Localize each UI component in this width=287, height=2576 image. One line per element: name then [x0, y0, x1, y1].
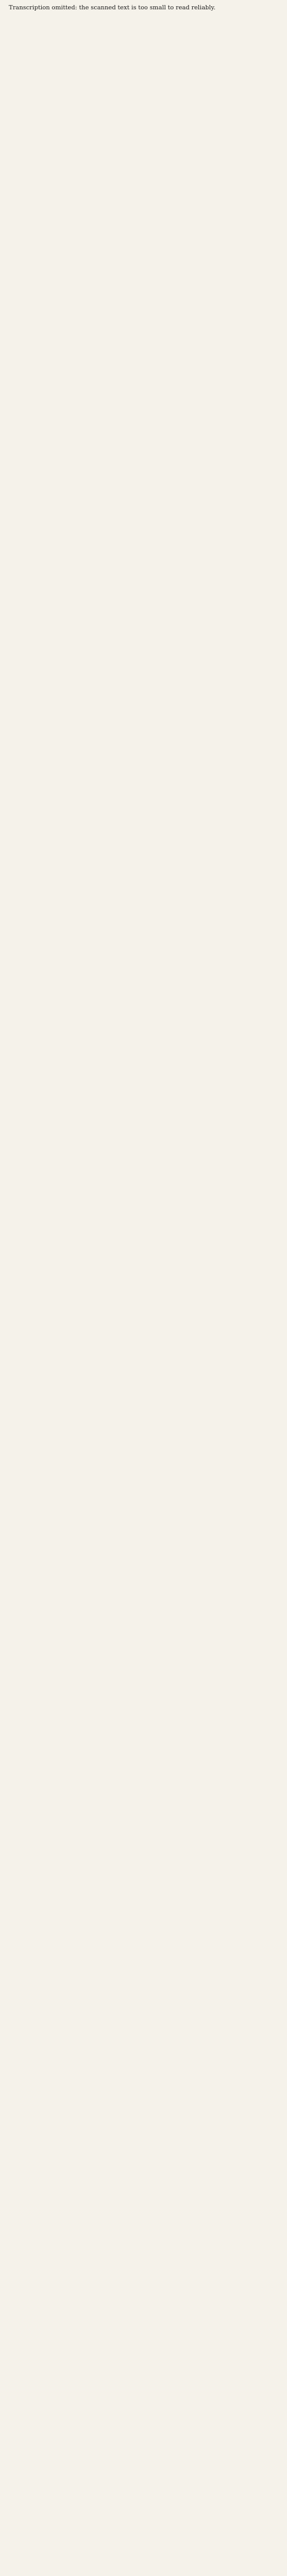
directory-page	[0, 0, 287, 16]
directory-entry: Transcription omitted: the scanned text is too small to read reliably.	[9, 4, 216, 11]
directory-entries	[9, 4, 281, 12]
